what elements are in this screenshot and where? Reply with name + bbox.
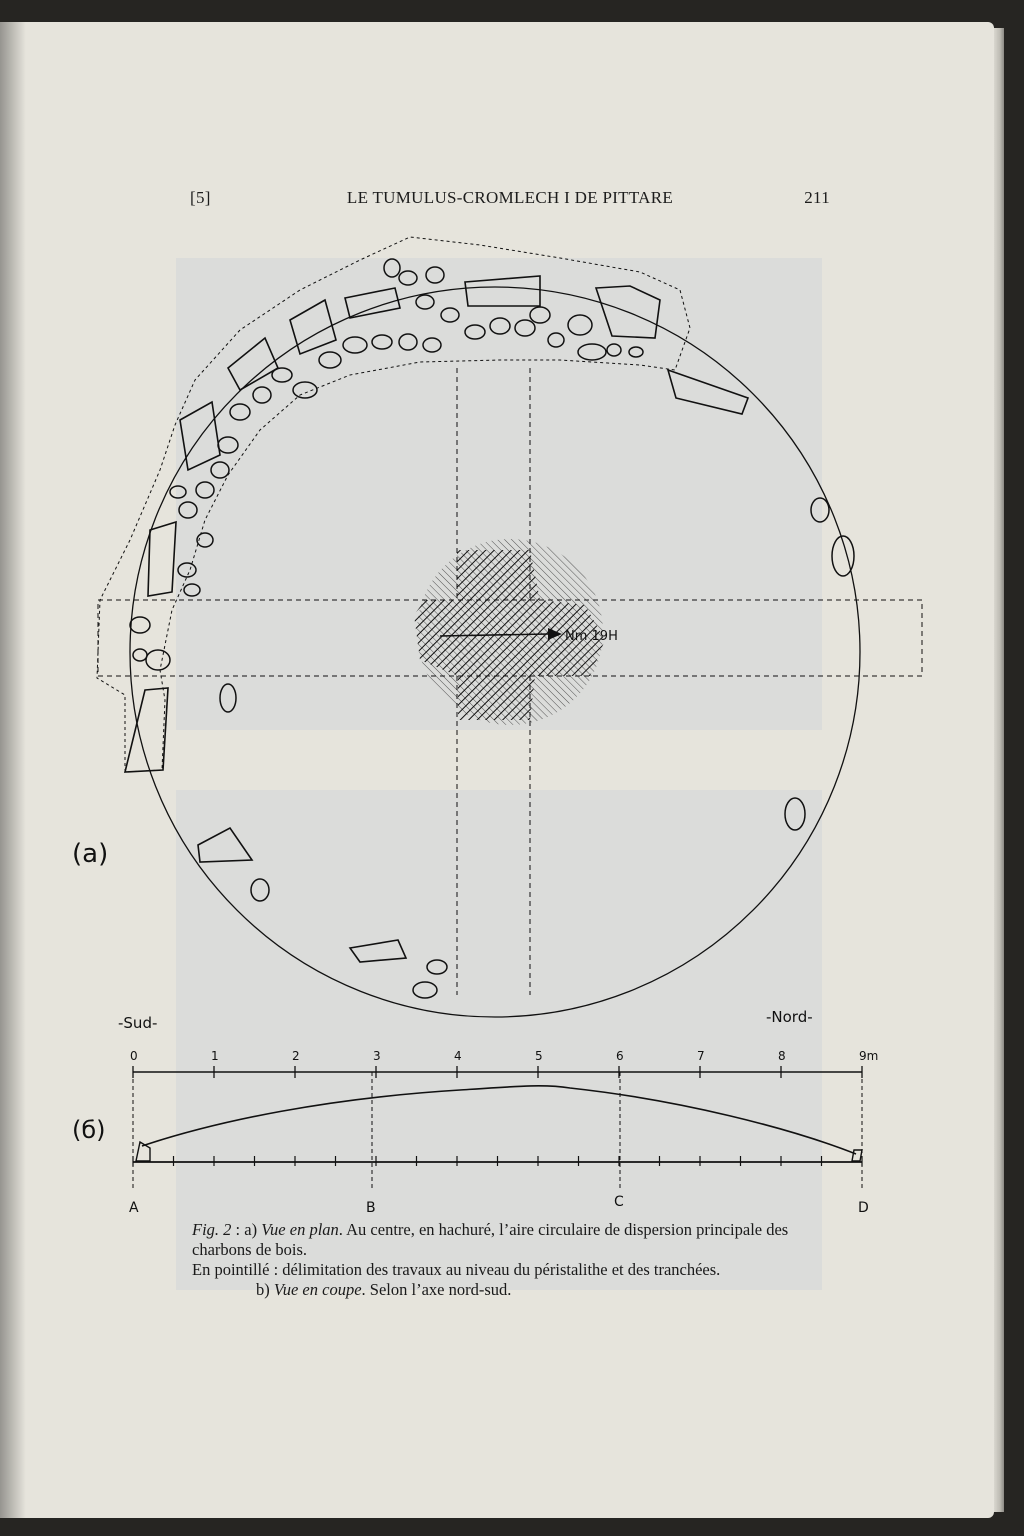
scale-tick-label: 8 bbox=[778, 1049, 786, 1063]
section-label: (б) bbox=[72, 1116, 106, 1144]
direction-south: -Sud- bbox=[118, 1014, 158, 1032]
fig-ref: Fig. 2 bbox=[192, 1220, 232, 1239]
caption-b-text: . Selon l’axe nord-sud. bbox=[361, 1280, 512, 1299]
scale-tick-label: 4 bbox=[454, 1049, 462, 1063]
caption-b-title: Vue en coupe bbox=[273, 1280, 362, 1299]
plan-view bbox=[72, 237, 922, 1017]
page-number: 211 bbox=[804, 188, 830, 207]
caption-a-title: Vue en plan bbox=[261, 1220, 339, 1239]
north-arrow-label: Nm 19H bbox=[565, 629, 618, 644]
scale-tick-label: 9m bbox=[859, 1049, 879, 1063]
direction-north: -Nord- bbox=[766, 1008, 813, 1026]
caption-a-text: . Au centre, en hachuré, l’aire circulaire de dispersion principale des charbons de bois. bbox=[192, 1220, 789, 1259]
section-point-d: D bbox=[858, 1200, 869, 1216]
excavation-outline bbox=[97, 237, 690, 772]
section-view bbox=[72, 1008, 878, 1216]
section-point-b: B bbox=[366, 1200, 376, 1216]
end-stone-north bbox=[852, 1150, 862, 1161]
caption-dotted-line: En pointillé : délimitation des travaux au niveau du péristalithe et des tranchées. bbox=[192, 1260, 721, 1279]
section-number: [5] bbox=[190, 188, 211, 207]
scale-tick-label: 7 bbox=[697, 1049, 705, 1063]
scale-tick-label: 0 bbox=[130, 1049, 138, 1063]
scale-tick-label: 6 bbox=[616, 1049, 624, 1063]
caption-part-b bbox=[192, 1280, 842, 1300]
section-point-a: A bbox=[129, 1200, 139, 1216]
scale-tick-label: 2 bbox=[292, 1049, 300, 1063]
section-point-c: C bbox=[614, 1194, 624, 1210]
plan-label: (a) bbox=[72, 839, 109, 869]
scale-tick-label: 5 bbox=[535, 1049, 543, 1063]
running-title: LE TUMULUS-CROMLECH I DE PITTARE bbox=[346, 188, 674, 207]
mound-profile bbox=[142, 1086, 856, 1154]
caption-part-a bbox=[192, 1220, 842, 1260]
scale-tick-label: 1 bbox=[211, 1049, 219, 1063]
scale-ticks bbox=[130, 1049, 878, 1078]
caption-a-marker: : a) bbox=[231, 1220, 262, 1239]
caption-b-marker: b) bbox=[256, 1280, 274, 1299]
ground-ticks bbox=[133, 1156, 862, 1166]
scale-tick-label: 3 bbox=[373, 1049, 381, 1063]
figure-caption bbox=[192, 1220, 842, 1300]
